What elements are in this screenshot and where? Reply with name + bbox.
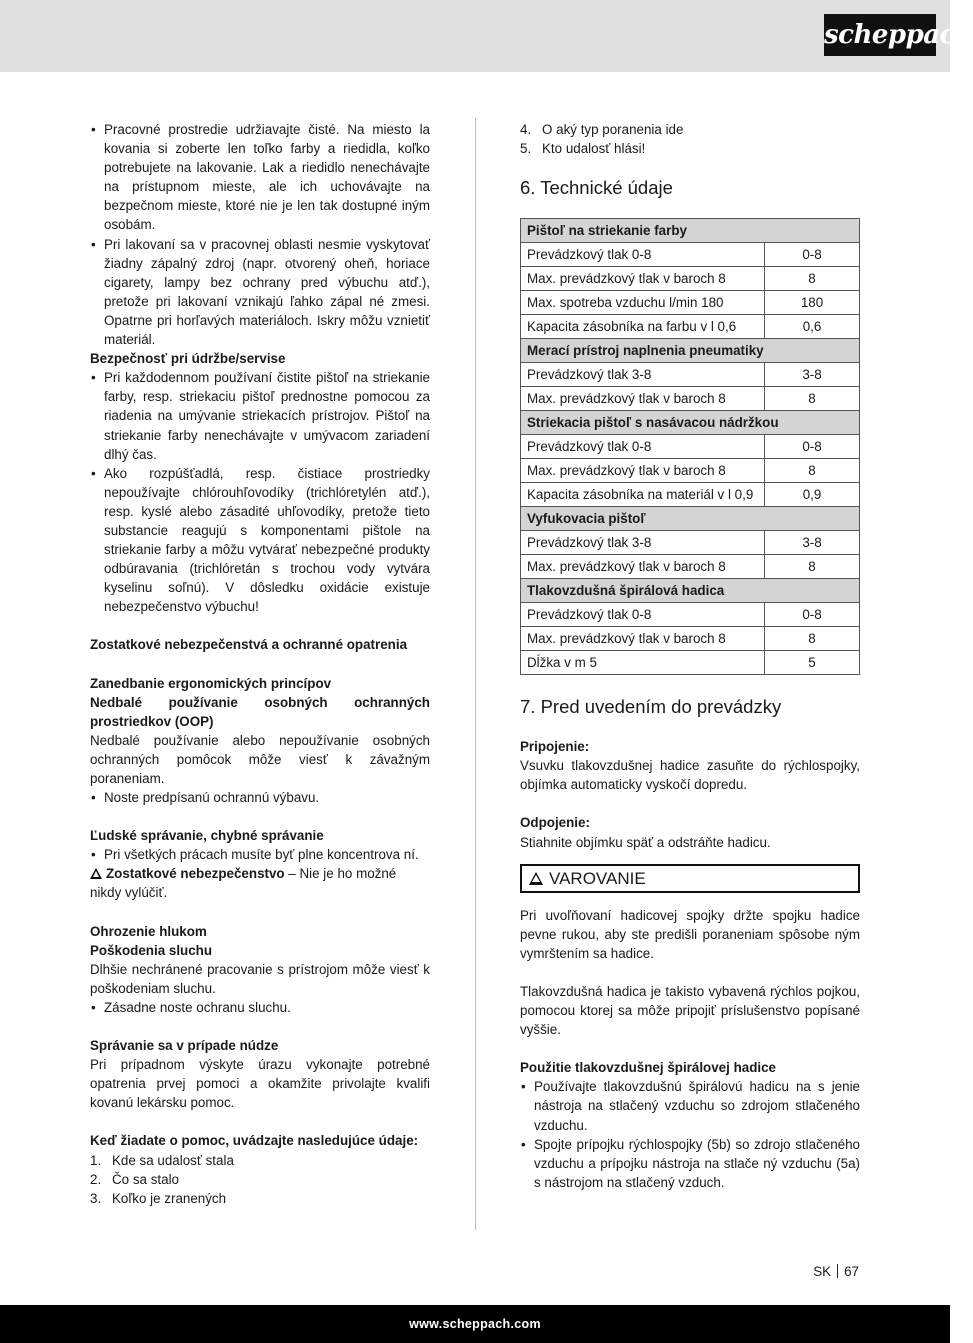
residual-risk-label: Zostatkové nebezpečenstvo (106, 866, 285, 882)
section-label: Tlakovzdušná špirálová hadica (521, 579, 860, 603)
table-row (521, 459, 860, 483)
help-info-list-continued (520, 120, 860, 158)
parameter-label: Prevádzkový tlak 0-8 (521, 603, 765, 627)
section-label: Merací prístroj naplnenia pneumatiky (521, 339, 860, 363)
list-item: • Pri každodennom používaní čistite pištoľ na striekanie farby, resp. striekaciu pištoľ prednostne pomocou za riadenia na umývanie striekacích prístrojov. Pištoľ na striekanie farby nenechávajte v umývacom zariadení dlhý čas. (90, 368, 430, 463)
parameter-value: 8 (765, 459, 860, 483)
hearing-text: Dlhšie nechránené pracovanie s prístrojom môže viesť k poškodeniam sluchu. (90, 961, 430, 996)
parameter-label: Dĺžka v m 5 (521, 651, 765, 675)
page-number (813, 1264, 859, 1279)
parameter-value: 0,6 (765, 315, 860, 339)
page-number-value: 67 (844, 1264, 859, 1279)
parameter-value: 3-8 (765, 531, 860, 555)
work-area-list (90, 120, 430, 349)
list-item: • Pracovné prostredie udržiavajte čisté. Na miesto la kovania si zoberte len toľko farby a riedidla, koľko potrebujete na lakovanie. Lak a riedidlo nenechávajte na prístupnom mieste, ale ich uchovávajte na bezpečnom mieste, ktoré nie je len tak dostupné iným osobám. (90, 120, 430, 235)
table-row (521, 267, 860, 291)
residual-risks-heading: Zostatkové nebezpečenstvá a ochranné opatrenia (90, 637, 408, 653)
disconnect-heading: Odpojenie: (520, 815, 590, 831)
table-row (521, 555, 860, 579)
warning-text: Pri uvoľňovaní hadicovej spojky držte spojku hadice pevne rukou, aby ste predišli poraneniam spôsobe ným vymrštením sa hadice. (520, 907, 860, 961)
section-label: Pištoľ na striekanie farby (521, 219, 860, 243)
table-section-row (521, 507, 860, 531)
parameter-value: 180 (765, 291, 860, 315)
ergonomics-heading: Zanedbanie ergonomických princípov (90, 675, 332, 691)
parameter-label: Max. prevádzkový tlak v baroch 8 (521, 267, 765, 291)
connect-heading: Pripojenie: (520, 739, 590, 755)
hearing-list (90, 998, 430, 1017)
list-item: • Spojte prípojku rýchlospojky (5b) so zdrojo stlačeného vzduchu a prípojku nástroja na stlače ný vzduchu (5a) s nástrojom na stlačený vzduch. (520, 1135, 860, 1192)
header-band (0, 0, 950, 72)
right-column (520, 120, 860, 1192)
table-row (521, 363, 860, 387)
table-row (521, 315, 860, 339)
parameter-value: 0,9 (765, 483, 860, 507)
footer-url[interactable]: www.scheppach.com (409, 1317, 541, 1331)
human-behaviour-heading: Ľudské správanie, chybné správanie (90, 828, 324, 844)
parameter-value: 8 (765, 555, 860, 579)
human-behaviour-list (90, 845, 430, 864)
help-info-list (90, 1151, 430, 1208)
parameter-label: Max. prevádzkový tlak v baroch 8 (521, 627, 765, 651)
residual-risk-text: – Nie je ho možné nikdy vylúčiť. (90, 866, 397, 901)
ppe-text: Nedbalé používanie alebo nepoužívanie osobných ochranných pomôcok môže viesť k závažným poraneniam. (90, 732, 430, 786)
list-item: 4. O aký typ poranenia ide (520, 122, 684, 137)
list-item: • Zásadne noste ochranu sluchu. (90, 998, 430, 1017)
ppe-heading: Nedbalé používanie osobných ochranných prostriedkov (OOP) (90, 694, 430, 729)
parameter-value: 3-8 (765, 363, 860, 387)
table-row (521, 531, 860, 555)
list-item: • Noste predpísanú ochrannú výbavu. (90, 788, 430, 807)
list-item: 2. Čo sa stalo (90, 1171, 179, 1187)
table-row (521, 651, 860, 675)
list-item: 1. Kde sa udalosť stala (90, 1152, 234, 1168)
parameter-label: Prevádzkový tlak 3-8 (521, 363, 765, 387)
warning-triangle-icon (529, 872, 543, 885)
parameter-value: 0-8 (765, 603, 860, 627)
parameter-value: 0-8 (765, 243, 860, 267)
technical-data-table (520, 218, 860, 675)
table-section-row (521, 579, 860, 603)
maintenance-list (90, 368, 430, 616)
warning-triangle-icon (90, 868, 102, 879)
list-item: • Pri lakovaní sa v pracovnej oblasti nesmie vyskytovať žiadny zápalný zdroj (napr. otvorený oheň, horiace cigarety, lampy bez ochrany pred výbuchu atď.), pretože pri lakovaní vznikajú ľahko zápal né zmesi. Opatrne pri horľavých materiáloch. Iskry môžu vznietiť materiál. (90, 235, 430, 350)
table-section-row (521, 411, 860, 435)
list-item: • Ako rozpúšťadlá, resp. čistiace prostriedky nepoužívajte chlórouhľovodíky (trichlóretylén atď.), resp. kyslé alebo zásadité uhľovodíky, pretože tieto substancie reagujú s komponentami pištole na striekanie farby a môžu vytvárať nebezpečné produkty odbúravania (trichlóretán s trochou vody vytvára kyselinu soľnú). V dôsledku oxidácie existuje nebezpečenstvo výbuchu! (90, 464, 430, 617)
usage-heading: Použitie tlakovzdušnej špirálovej hadice (520, 1060, 776, 1076)
emergency-heading: Správanie sa v prípade núdze (90, 1038, 279, 1054)
parameter-label: Max. prevádzkový tlak v baroch 8 (521, 459, 765, 483)
parameter-label: Max. spotreba vzduchu l/min 180 (521, 291, 765, 315)
hearing-heading: Poškodenia sluchu (90, 942, 213, 958)
table-row (521, 603, 860, 627)
parameter-label: Max. prevádzkový tlak v baroch 8 (521, 555, 765, 579)
table-section-row (521, 219, 860, 243)
ppe-list (90, 788, 430, 807)
usage-list (520, 1077, 860, 1192)
residual-risk-note (90, 864, 430, 902)
hose-text: Tlakovzdušná hadica je takisto vybavená rýchlos pojkou, pomocou ktorej sa môže pripojiť príslušenstvo popísané vyššie. (520, 983, 860, 1038)
table-section-row (521, 339, 860, 363)
parameter-label: Prevádzkový tlak 0-8 (521, 435, 765, 459)
table-row (521, 387, 860, 411)
column-divider (475, 118, 476, 1230)
footer-bar (0, 1305, 950, 1343)
brand-logo: scheppach (824, 14, 936, 56)
table-row (521, 483, 860, 507)
help-request-heading: Keď žiadate o pomoc, uvádzajte nasledujúce údaje: (90, 1133, 419, 1149)
section-label: Striekacia pištoľ s nasávacou nádržkou (521, 411, 860, 435)
list-item: • Používajte tlakovzdušnú špirálovú hadicu na s jenie nástroja na stlačený vzduchu so zdrojom stlačeného vzduchu. (520, 1077, 860, 1134)
parameter-value: 8 (765, 387, 860, 411)
disconnect-text: Stiahnite objímku späť a odstráňte hadicu. (520, 834, 771, 850)
parameter-label: Max. prevádzkový tlak v baroch 8 (521, 387, 765, 411)
parameter-value: 8 (765, 267, 860, 291)
parameter-label: Prevádzkový tlak 3-8 (521, 531, 765, 555)
list-item: • Pri všetkých prácach musíte byť plne koncentrova ní. (90, 845, 430, 864)
parameter-value: 8 (765, 627, 860, 651)
table-row (521, 435, 860, 459)
parameter-value: 0-8 (765, 435, 860, 459)
maintenance-heading: Bezpečnosť pri údržbe/servise (90, 351, 286, 367)
table-row (521, 243, 860, 267)
noise-heading: Ohrozenie hlukom (90, 923, 207, 939)
list-item: 3. Koľko je zranených (90, 1190, 227, 1206)
warning-label: VAROVANIE (549, 868, 646, 888)
section-6-title: 6. Technické údaje (520, 177, 673, 199)
left-column (90, 120, 430, 1208)
parameter-label: Kapacita zásobníka na materiál v l 0,9 (521, 483, 765, 507)
emergency-text: Pri prípadnom výskyte úrazu vykonajte potrebné opatrenia prvej pomoci a okamžite privolajte kvalifi kovanú lekársku pomoc. (90, 1057, 430, 1111)
parameter-label: Kapacita zásobníka na farbu v l 0,6 (521, 315, 765, 339)
table-row (521, 627, 860, 651)
parameter-label: Prevádzkový tlak 0-8 (521, 243, 765, 267)
parameter-value: 5 (765, 651, 860, 675)
language-code: SK (813, 1264, 832, 1279)
list-item: 5. Kto udalosť hlási! (520, 141, 646, 157)
page-number-separator (837, 1264, 838, 1278)
table-row (521, 291, 860, 315)
warning-box (520, 864, 860, 893)
section-7-title: 7. Pred uvedením do prevádzky (520, 696, 782, 718)
section-label: Vyfukovacia pištoľ (521, 507, 860, 531)
connect-text: Vsuvku tlakovzdušnej hadice zasuňte do rýchlospojky, objímka automaticky vyskočí dopredu. (520, 758, 860, 793)
